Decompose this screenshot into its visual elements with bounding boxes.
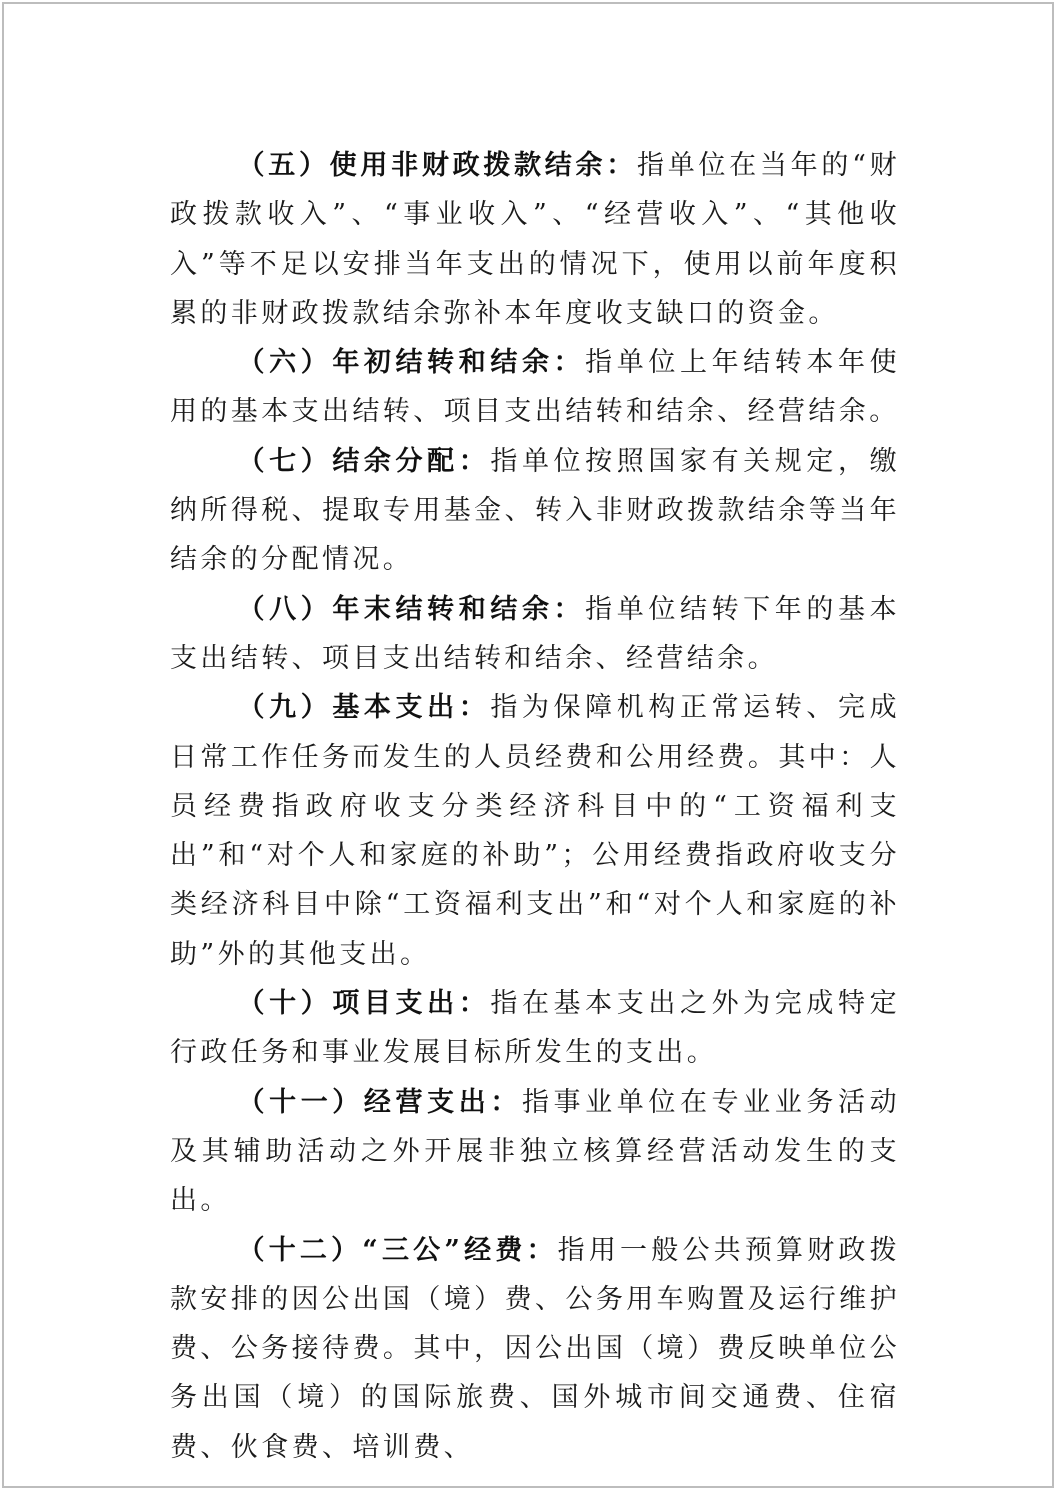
term-definition: 指事业单位在专业业务活动及其辅助活动之外开展非独立核算经营活动发生的支出。 <box>170 1086 900 1217</box>
term-heading: （十二）“三公”经费： <box>237 1234 558 1266</box>
paragraph-8 <box>170 585 900 684</box>
term-definition: 指单位结转下年的基本支出结转、项目支出结转和结余、经营结余。 <box>170 593 900 674</box>
paragraph-7 <box>170 437 900 585</box>
term-definition: 指单位按照国家有关规定，缴纳所得税、提取专用基金、转入非财政拨款结余等当年结余的分配情况。 <box>170 445 900 576</box>
term-definition: 指单位上年结转本年使用的基本支出结转、项目支出结转和结余、经营结余。 <box>170 347 900 428</box>
document-page <box>2 2 1054 1488</box>
paragraph-5 <box>170 141 900 338</box>
paragraph-12 <box>170 1226 900 1472</box>
paragraph-9 <box>170 683 900 979</box>
term-heading: （九）基本支出： <box>237 692 491 724</box>
document-body <box>170 141 900 1472</box>
term-definition: 指用一般公共预算财政拨款安排的因公出国（境）费、公务用车购置及运行维护费、公务接待费。其中，因公出国（境）费反映单位公务出国（境）的国际旅费、国外城市间交通费、住宿费、伙食费、培训费、 <box>170 1234 900 1463</box>
paragraph-11 <box>170 1078 900 1226</box>
term-heading: （七）结余分配： <box>237 445 491 477</box>
term-heading: （六）年初结转和结余： <box>237 347 586 379</box>
term-definition: 指在基本支出之外为完成特定行政任务和事业发展目标所发生的支出。 <box>170 988 900 1069</box>
term-heading: （十）项目支出： <box>237 988 491 1020</box>
term-definition: 指为保障机构正常运转、完成日常工作任务而发生的人员经费和公用经费。其中：人员经费指政府收支分类经济科目中的“工资福利支出”和“对个人和家庭的补助”；公用经费指政府收支分类经济科目中除“工资福利支出”和“对个人和家庭的补助”外的其他支出。 <box>170 692 900 970</box>
paragraph-10 <box>170 979 900 1078</box>
term-heading: （五）使用非财政拨款结余： <box>237 150 637 181</box>
term-heading: （八）年末结转和结余： <box>237 593 586 625</box>
paragraph-6 <box>170 338 900 437</box>
term-definition: 指单位在当年的“财政拨款收入”、“事业收入”、“经营收入”、“其他收入”等不足以安排当年支出的情况下，使用以前年度积累的非财政拨款结余弥补本年度收支缺口的资金。 <box>170 150 900 329</box>
term-heading: （十一）经营支出： <box>237 1086 522 1118</box>
